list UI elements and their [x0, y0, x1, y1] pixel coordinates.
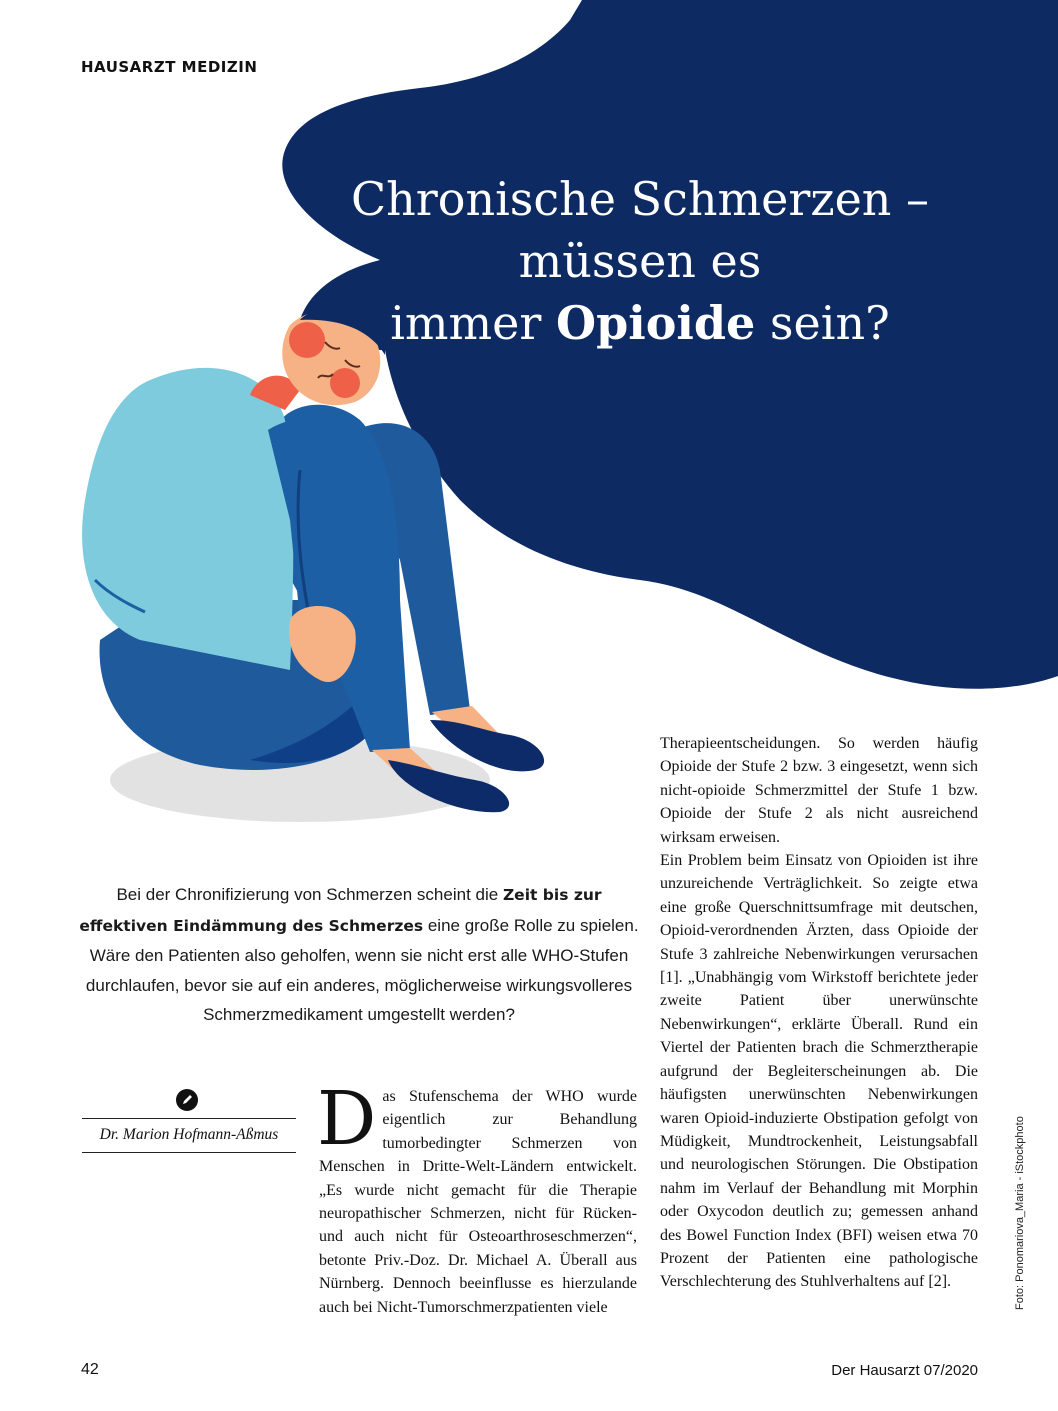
- issue-info: Der Hausarzt 07/2020: [831, 1362, 978, 1379]
- photo-credit: Foto: Ponomariova_Maria - iStockphoto: [1014, 1116, 1026, 1310]
- left-column-text: as Stufenschema der WHO wurde eigentlich zur Behandlung tumorbedingter Schmerzen von Menschen in Dritte-Welt-Ländern entwickelt. „Es wurde nicht gemacht für die Therapie neuropathischer Schmerzen, nicht für Rücken- und auch nicht für Osteoarthroseschmerzen“, betonte Priv.-Doz. Dr. Michael A. Überall aus Nürnberg. Dennoch beeinflusse es hierzulande auch bei Nicht-Tumorschmerzpatienten viele: [319, 1088, 637, 1316]
- pen-icon-glyph: [176, 1089, 198, 1111]
- dropcap: D: [317, 1076, 377, 1162]
- sweater: [82, 368, 293, 670]
- page-number: 42: [81, 1361, 99, 1378]
- headline-line-2: müssen es: [518, 234, 762, 288]
- teaser-bold: Zeit bis zur effektiven Eindämmung des Schmerzes: [79, 886, 602, 935]
- teaser-part-2: eine große Rolle zu spielen. Wäre den Patienten also geholfen, wenn sie nicht erst alle WHO-Stufen durchlaufen, bevor sie auf ein anderes, möglicherweise wirkungsvolleres Schmerzmedikament umgestellt werden?: [85, 915, 639, 1024]
- section-label: HAUSARZT MEDIZIN: [81, 58, 258, 76]
- body-column-left: [317, 1076, 637, 1319]
- author-name: Dr. Marion Hofmann-Aßmus: [99, 1126, 279, 1143]
- headline: [300, 168, 980, 354]
- headline-line-1: Chronische Schmerzen –: [350, 172, 930, 226]
- right-column-paragraph-1: Therapieentscheidungen. So werden häufig Opioide der Stufe 2 bzw. 3 eingesetzt, wenn sich nicht-opioide Schmerzmittel der Stufe 1 bzw. Opioide der Stufe 2 als nicht ausreichend wirksam erweisen.: [660, 735, 978, 846]
- headline-bold-word: Opioide: [556, 296, 756, 350]
- cheek-right: [330, 368, 360, 398]
- body-column-right: [660, 732, 978, 1294]
- author-rule-bottom: [82, 1152, 296, 1153]
- teaser-paragraph: [70, 880, 648, 1030]
- author-rule-top: [82, 1118, 296, 1119]
- headline-line-3-pre: immer: [390, 296, 557, 350]
- right-column-paragraph-2: Ein Problem beim Einsatz von Opioiden ist ihre unzureichende Verträglichkeit. So zeigte etwa eine große Querschnittsumfrage mit deutschen, Opioid-verordnenden Ärzten, dass Opioide der Stufe 3 zahlreiche Nebenwirkungen verursachen [1]. „Unabhängig vom Wirkstoff berichtete jeder zweite Patient über unerwünschte Nebenwirkungen“, erklärte Überall. Rund ein Viertel der Patienten brach die Schmerztherapie aufgrund der Begleiterscheinungen ab. Die häufigsten unerwünschten Nebenwirkungen waren Opioid-induzierte Obstipation gefolgt von Müdigkeit, Mundtrockenheit, Leistungsabfall und neurologischen Störungen. Die Obstipation nahm im Verlauf der Behandlung mit Morphin oder Oxycodon deutlich zu; gemessen anhand des Bowel Function Index (BFI) weisen etwa 70 Prozent der Patienten eine pathologische Verschlechterung des Stuhlverhaltens auf [2].: [660, 852, 978, 1291]
- pen-icon: [176, 1089, 198, 1111]
- teaser-part-1: Bei der Chronifizierung von Schmerzen scheint die: [116, 885, 503, 904]
- headline-line-3-post: sein?: [755, 296, 890, 350]
